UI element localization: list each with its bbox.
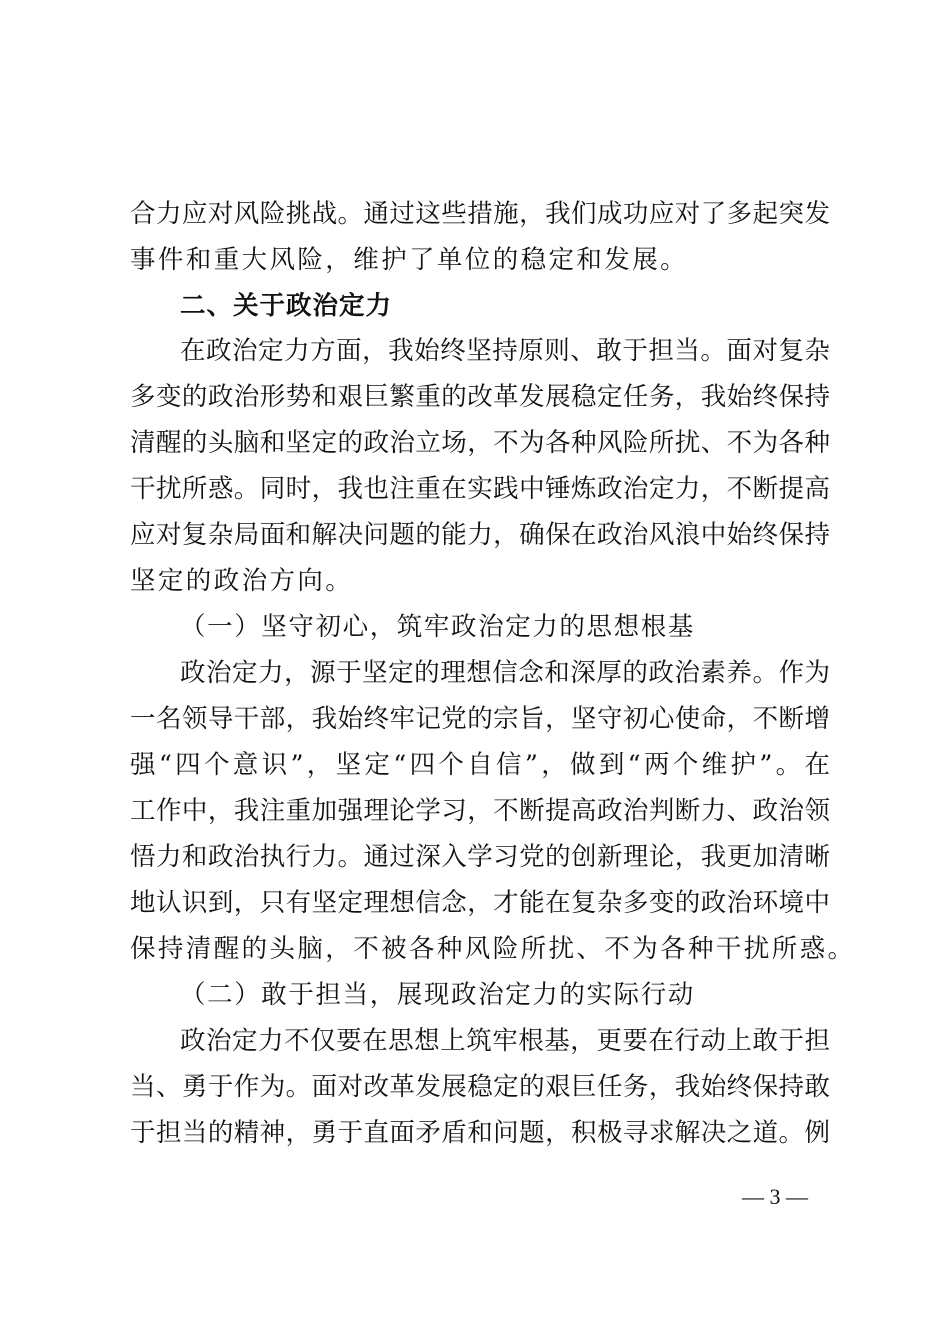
paragraph-line: 当、勇于作为。面对改革发展稳定的艰巨任务，我始终保持敢	[130, 1072, 830, 1102]
paragraph-line: 坚定的政治方向。	[130, 566, 354, 596]
paragraph-line: 悟力和政治执行力。通过深入学习党的创新理论，我更加清晰	[130, 842, 830, 872]
paragraph-line: 干扰所惑。同时，我也注重在实践中锤炼政治定力，不断提高	[130, 474, 830, 504]
subsection-heading: （一）坚守初心，筑牢政治定力的思想根基	[180, 612, 695, 642]
section-heading: 二、关于政治定力	[180, 291, 393, 321]
paragraph-line: 合力应对风险挑战。通过这些措施，我们成功应对了多起突发	[130, 199, 830, 229]
paragraph-line: 多变的政治形势和艰巨繁重的改革发展稳定任务，我始终保持	[130, 382, 830, 412]
paragraph-line: 事件和重大风险，维护了单位的稳定和发展。	[130, 245, 689, 275]
paragraph-line: 政治定力，源于坚定的理想信念和深厚的政治素养。作为	[180, 658, 830, 688]
paragraph-line: 一名领导干部，我始终牢记党的宗旨，坚守初心使命，不断增	[130, 704, 830, 734]
paragraph-line: 工作中，我注重加强理论学习，不断提高政治判断力、政治领	[130, 796, 830, 826]
paragraph-line: 强“四个意识”，坚定“四个自信”，做到“两个维护”。在	[130, 750, 830, 780]
paragraph-line: 政治定力不仅要在思想上筑牢根基，更要在行动上敢于担	[180, 1026, 830, 1056]
paragraph-line: 清醒的头脑和坚定的政治立场，不为各种风险所扰、不为各种	[130, 428, 830, 458]
page-number: — 3 —	[742, 1184, 808, 1209]
subsection-heading: （二）敢于担当，展现政治定力的实际行动	[180, 980, 695, 1010]
paragraph-line: 保持清醒的头脑，不被各种风险所扰、不为各种干扰所惑。	[130, 934, 856, 964]
paragraph-line: 于担当的精神，勇于直面矛盾和问题，积极寻求解决之道。例	[130, 1118, 830, 1148]
paragraph-line: 应对复杂局面和解决问题的能力，确保在政治风浪中始终保持	[130, 520, 830, 550]
paragraph-line: 地认识到，只有坚定理想信念，才能在复杂多变的政治环境中	[130, 888, 830, 918]
paragraph-line: 在政治定力方面，我始终坚持原则、敢于担当。面对复杂	[180, 336, 830, 366]
